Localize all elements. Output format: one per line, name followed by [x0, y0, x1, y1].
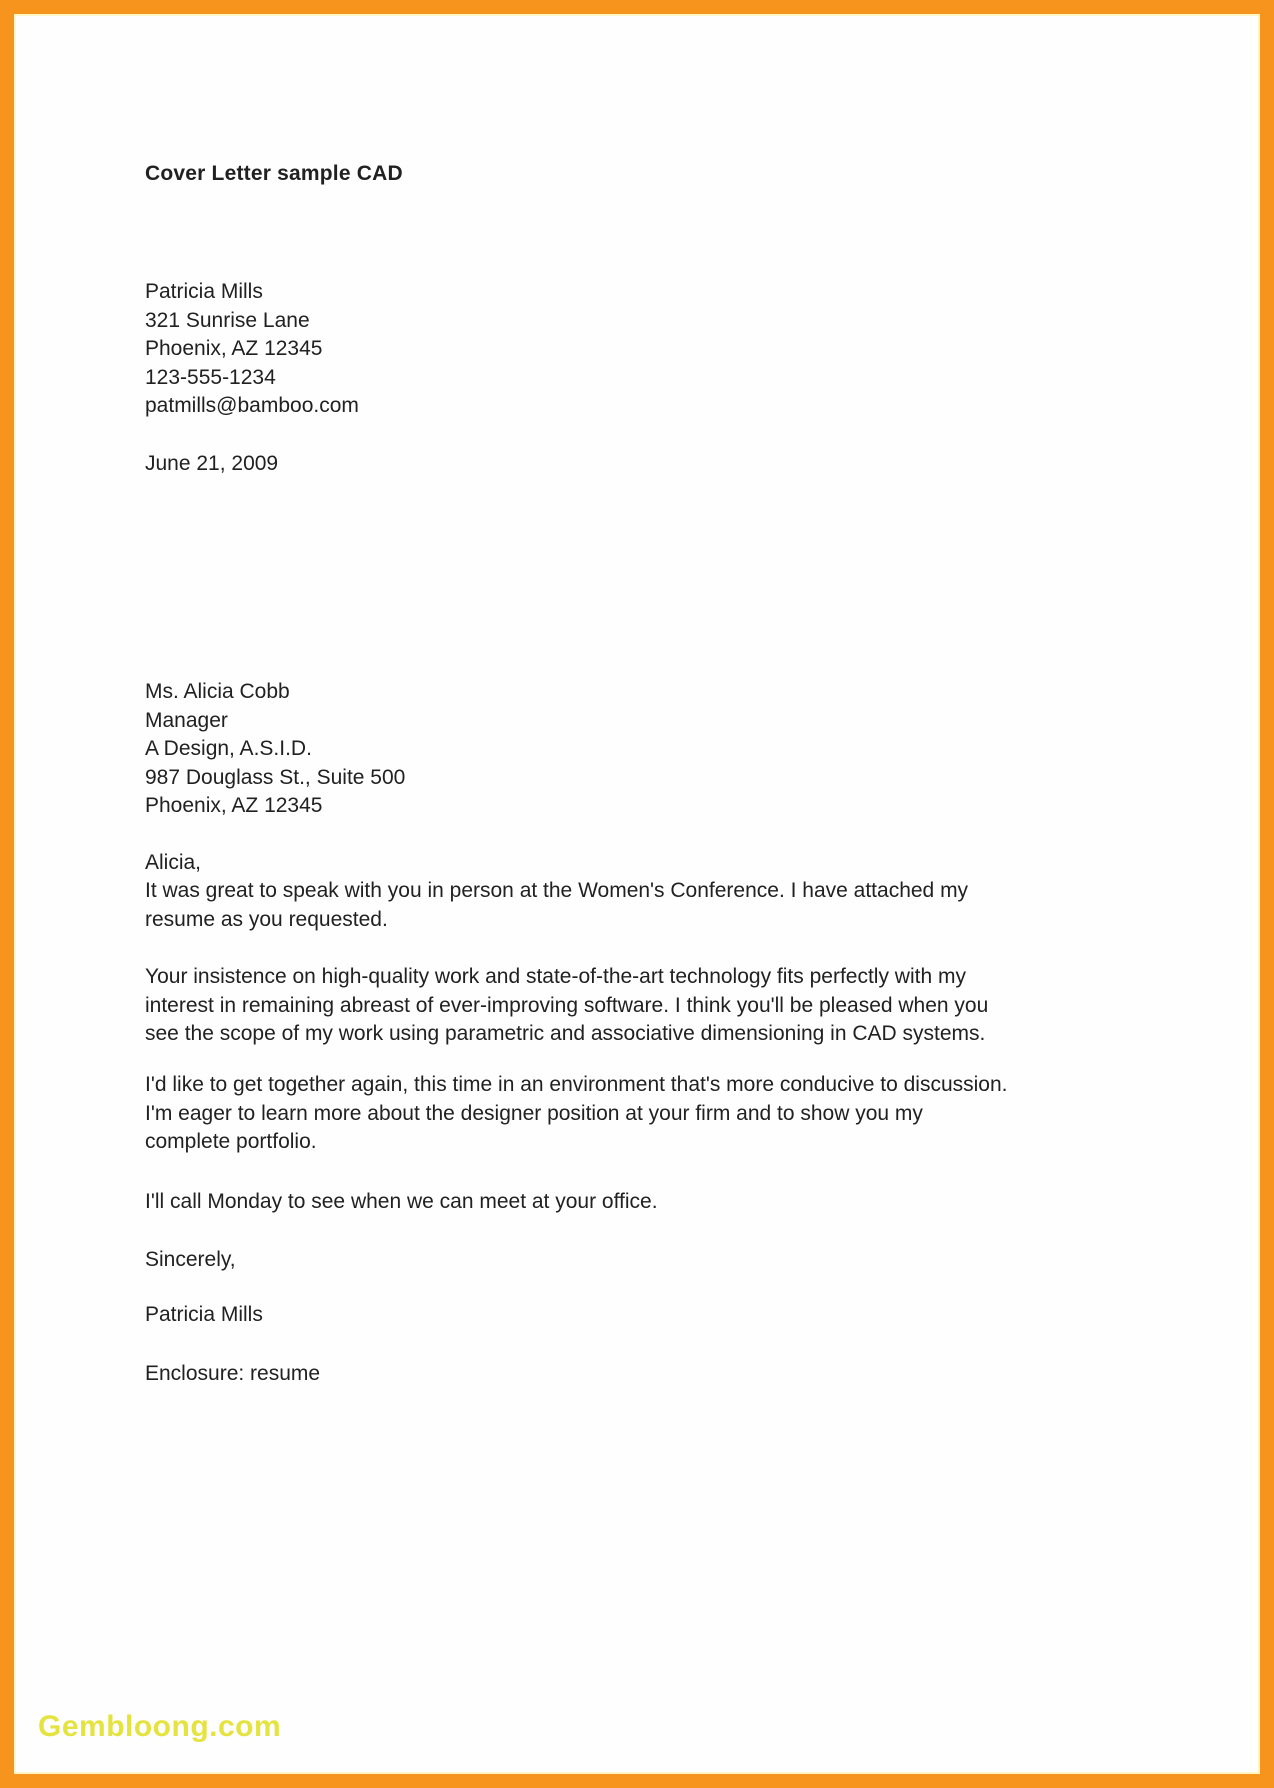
text-line: 987 Douglass St., Suite 500 [145, 765, 406, 789]
text-line: interest in remaining abreast of ever-improving software. I think you'll be pleased when you [145, 993, 989, 1017]
text-line: Phoenix, AZ 12345 [145, 794, 323, 817]
text-line: patmills@bamboo.com [145, 394, 359, 417]
recipient-address-block [145, 678, 405, 821]
closing-line: Sincerely, [145, 1248, 236, 1271]
text-line: I'll call Monday to see when we can meet at your office. [145, 1190, 658, 1213]
text-line: 321 Sunrise Lane [145, 308, 310, 332]
body-paragraph-2 [145, 963, 988, 1049]
watermark-text: Gembloong.com [38, 1710, 282, 1743]
text-line: Phoenix, AZ 12345 [145, 337, 323, 360]
body-paragraph-3 [145, 1071, 1008, 1157]
sender-address-block [145, 278, 359, 421]
text-line: Your insistence on high-quality work and state-of-the-art technology fits perfectly with my [145, 965, 966, 988]
signature-name: Patricia Mills [145, 1303, 263, 1326]
text-line: 123-555-1234 [145, 365, 276, 389]
text-line: Manager [145, 708, 228, 732]
enclosure-note: Enclosure: resume [145, 1362, 321, 1385]
letter-date: June 21, 2009 [145, 452, 279, 475]
text-line: see the scope of my work using parametric and associative dimensioning in CAD systems. [145, 1022, 986, 1045]
text-line: I'm eager to learn more about the designer position at your firm and to show you my [145, 1101, 923, 1125]
salutation: Alicia, [145, 851, 202, 874]
body-paragraph-4 [145, 1188, 658, 1217]
text-line: complete portfolio. [145, 1130, 317, 1153]
text-line: It was great to speak with you in person at the Women's Conference. I have attached my [145, 879, 969, 902]
text-line: I'd like to get together again, this time in an environment that's more conducive to discussion. [145, 1073, 1008, 1096]
letter-title: Cover Letter sample CAD [145, 162, 403, 185]
text-line: resume as you requested. [145, 907, 388, 931]
text-line: A Design, A.S.I.D. [145, 737, 312, 760]
body-paragraph-1 [145, 877, 968, 934]
text-line: Patricia Mills [145, 280, 263, 303]
text-line: Ms. Alicia Cobb [145, 680, 290, 703]
